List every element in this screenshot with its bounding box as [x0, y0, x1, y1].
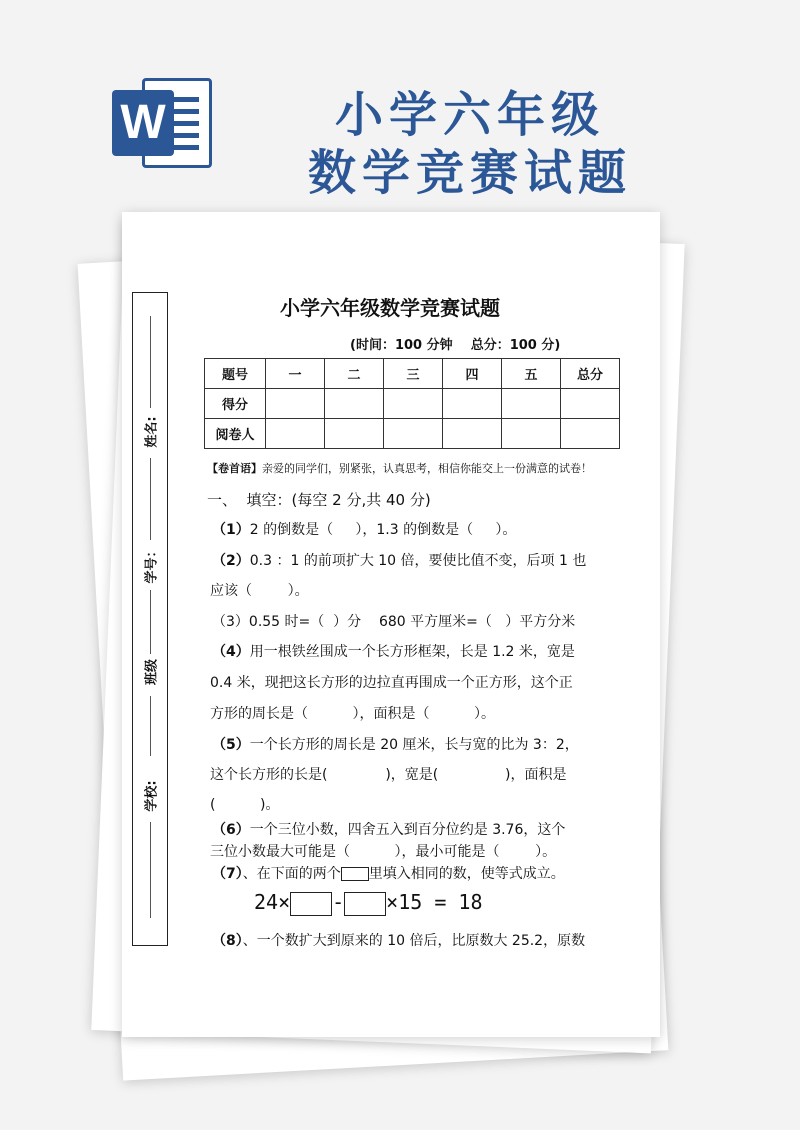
table-row — [205, 419, 620, 449]
question-text: 、一个数扩大到原来的 10 倍后，比原数大 25.2，原数 — [242, 933, 586, 949]
question-3: （3）0.55 时=（ ）分 680 平方厘米=（ ）平方分米 — [212, 614, 576, 630]
question-text: 0.3 ：1 的前项扩大 10 倍，要使比值不变，后项 1 也 — [249, 553, 587, 569]
question-5-line2: 这个长方形的长是( )，宽是( )，面积是 — [210, 767, 567, 783]
score-table — [204, 358, 620, 449]
question-6 — [212, 819, 565, 839]
table-cell: 三 — [384, 359, 443, 389]
question-text: 2 的倒数是（ ），1.3 的倒数是（ ）。 — [249, 522, 517, 538]
class-write-line — [150, 590, 151, 654]
question-number: （1） — [212, 522, 250, 538]
table-cell: 五 — [502, 359, 561, 389]
table-cell[interactable] — [502, 389, 561, 419]
question-number: （8） — [212, 933, 243, 949]
table-cell: 阅卷人 — [205, 419, 266, 449]
table-cell[interactable] — [325, 389, 384, 419]
question-number: （6） — [212, 822, 250, 838]
table-cell: 题号 — [205, 359, 266, 389]
question-2 — [212, 550, 586, 570]
table-cell[interactable] — [561, 389, 620, 419]
question-text: 一个长方形的周长是 20 厘米，长与宽的比为 3：2， — [249, 737, 579, 753]
table-cell: 得分 — [205, 389, 266, 419]
question-text: 用一根铁丝围成一个长方形框架，长是 1.2 米，宽是 — [249, 644, 575, 660]
table-cell[interactable] — [443, 419, 502, 449]
table-cell[interactable] — [443, 389, 502, 419]
binding-class-label: 班级 — [144, 658, 160, 686]
table-cell[interactable] — [266, 389, 325, 419]
document-subtitle: (时间：100 分钟 总分：100 分) — [350, 338, 561, 353]
question-5-line3: ( )。 — [210, 797, 280, 813]
table-cell: 二 — [325, 359, 384, 389]
table-cell[interactable] — [325, 419, 384, 449]
question-4-line3: 方形的周长是（ ），面积是（ ）。 — [210, 706, 496, 722]
table-cell[interactable] — [502, 419, 561, 449]
table-cell: 四 — [443, 359, 502, 389]
banner-title-line1: 小学六年级 — [334, 87, 605, 143]
question-6-line2: 三位小数最大可能是（ ），最小可能是（ ）。 — [210, 844, 557, 860]
table-cell[interactable] — [266, 419, 325, 449]
binding-school-label: 学校: — [144, 780, 160, 812]
binding-extra-line — [150, 822, 151, 918]
equation-part: - — [332, 890, 345, 914]
equation-part: 24× — [254, 890, 291, 914]
word-logo-icon — [112, 78, 212, 168]
document-title: 小学六年级数学竞赛试题 — [280, 296, 500, 320]
question-8 — [212, 930, 585, 950]
question-number: （2） — [212, 553, 250, 569]
binding-id-label: 学号： — [144, 544, 160, 584]
question-number: （7） — [212, 866, 243, 882]
equation — [254, 890, 483, 916]
table-row — [205, 389, 620, 419]
question-4 — [212, 641, 575, 661]
blank-box-icon — [341, 867, 369, 881]
section-heading: 一、 填空：(每空 2 分,共 40 分) — [207, 491, 431, 509]
answer-box[interactable] — [344, 892, 386, 916]
question-4-line2: 0.4 米，现把这长方形的边拉直再围成一个正方形，这个正 — [210, 675, 573, 691]
word-letter-badge: W — [112, 90, 174, 156]
question-5 — [212, 734, 579, 754]
question-text: 里填入相同的数，使等式成立。 — [368, 866, 565, 882]
question-text: 、在下面的两个 — [242, 866, 341, 882]
question-text: 一个三位小数，四舍五入到百分位约是 3.76，这个 — [249, 822, 566, 838]
binding-name-label: 姓名: — [144, 416, 160, 448]
equation-part: ×15 = 18 — [386, 890, 483, 914]
question-number: （4） — [212, 644, 250, 660]
id-write-line — [150, 458, 151, 540]
question-1 — [212, 519, 516, 539]
banner-title-line2: 数学竞赛试题 — [307, 145, 632, 201]
preface-label: 【卷首语】 — [207, 462, 262, 475]
question-number: （5） — [212, 737, 250, 753]
table-cell[interactable] — [384, 389, 443, 419]
table-cell: 一 — [266, 359, 325, 389]
question-7 — [212, 863, 565, 883]
table-cell[interactable] — [561, 419, 620, 449]
table-cell[interactable] — [384, 419, 443, 449]
table-row — [205, 359, 620, 389]
table-cell: 总分 — [561, 359, 620, 389]
school-write-line — [150, 696, 151, 756]
preface-text: 亲爱的同学们，别紧张，认真思考，相信你能交上一份满意的试卷！ — [262, 462, 592, 475]
answer-box[interactable] — [290, 892, 332, 916]
preface — [207, 460, 592, 476]
name-write-line — [150, 316, 151, 408]
question-2-line2: 应该（ ）。 — [210, 583, 309, 599]
